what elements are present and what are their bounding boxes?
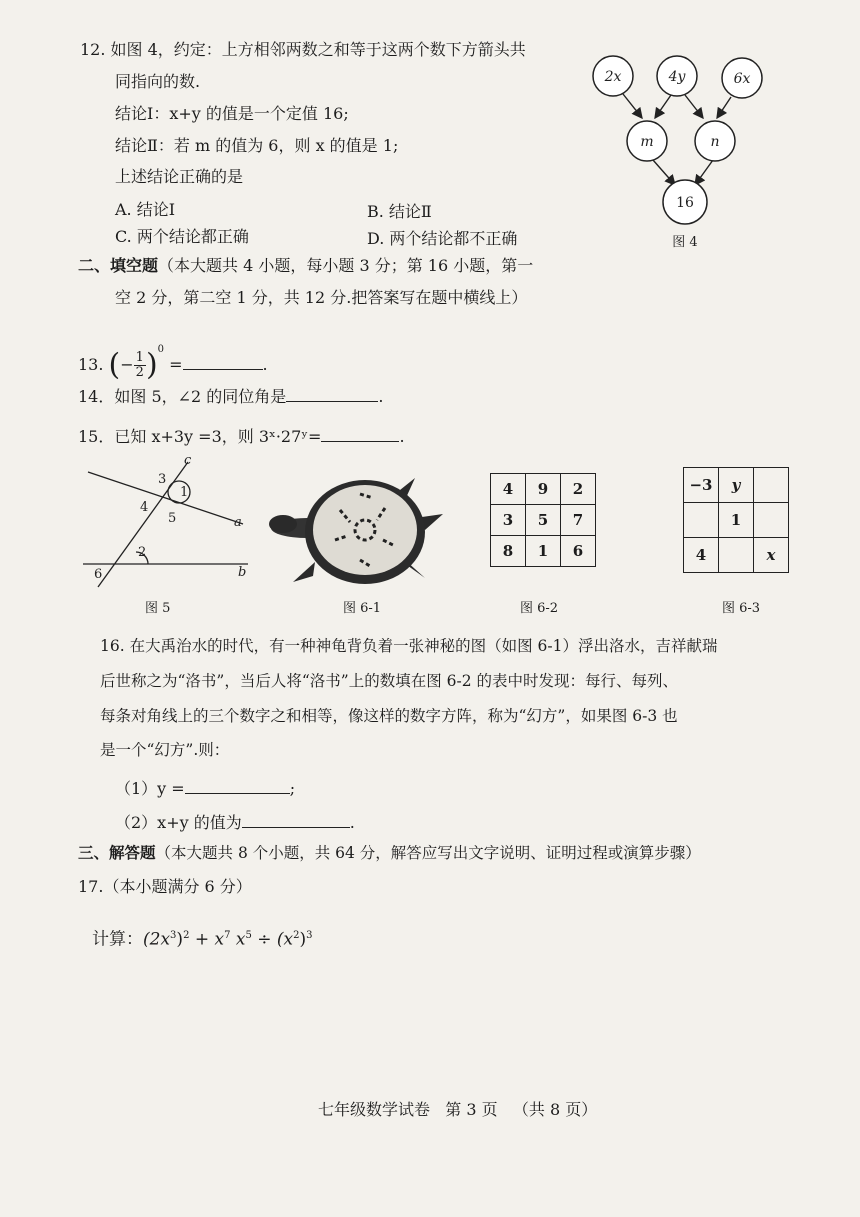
section2-desc1: （本大题共 4 小题，每小题 3 分；第 16 小题，第一 bbox=[158, 256, 534, 275]
q13-answer-blank[interactable] bbox=[183, 353, 263, 370]
node-n-label: n bbox=[710, 134, 720, 150]
node-16-label: 16 bbox=[676, 195, 694, 211]
q13-exponent: 0 bbox=[157, 344, 165, 355]
label-3: 3 bbox=[158, 472, 167, 487]
q16-sub2-end: . bbox=[349, 813, 355, 832]
cell: 4 bbox=[491, 474, 526, 505]
q16-xy-answer-blank[interactable] bbox=[242, 811, 350, 828]
q12-question: 上述结论正确的是 bbox=[115, 167, 244, 186]
label-4: 4 bbox=[140, 500, 149, 515]
q13-denominator: 2 bbox=[135, 365, 144, 380]
q12-option-c: C. 两个结论都正确 bbox=[115, 227, 249, 246]
cell: 1 bbox=[719, 503, 754, 538]
cell: 5 bbox=[526, 505, 561, 536]
cell: −3 bbox=[684, 468, 719, 503]
magic-square-6-2 bbox=[490, 473, 596, 567]
cell bbox=[754, 468, 789, 503]
q16-sub2-text: （2）x+y 的值为 bbox=[115, 813, 242, 832]
q14 bbox=[78, 385, 383, 407]
cell bbox=[719, 538, 754, 573]
q12-conclusion2: 结论Ⅱ：若 m 的值为 6，则 x 的值是 1; bbox=[115, 136, 399, 155]
q13-equals: = bbox=[169, 355, 183, 374]
q13-minus: − bbox=[120, 355, 134, 374]
magic-square-6-3 bbox=[683, 467, 789, 573]
q13-fraction bbox=[134, 351, 146, 380]
q16-sub1-text: （1）y = bbox=[115, 779, 185, 798]
label-1: 1 bbox=[180, 485, 189, 500]
cell: 7 bbox=[561, 505, 596, 536]
label-5: 5 bbox=[168, 511, 177, 526]
q14-answer-blank[interactable] bbox=[286, 385, 378, 402]
q16-sub2 bbox=[115, 811, 355, 833]
section2-heading bbox=[78, 256, 533, 276]
section2-title: 二、填空题 bbox=[78, 256, 159, 275]
q17-label: 计算： bbox=[92, 929, 143, 950]
q17-expr-f-sup: 3 bbox=[306, 930, 313, 941]
cell bbox=[754, 503, 789, 538]
q15 bbox=[78, 425, 405, 447]
q16-line2: 后世称之为“洛书”，当后人将“洛书”上的数填在图 6-2 的表中时发现：每行、每列、 bbox=[100, 672, 679, 690]
figure61-caption: 图 6-1 bbox=[343, 601, 382, 616]
q17-expr-c-sup: 7 bbox=[224, 930, 231, 941]
node-6x-label: 6x bbox=[733, 71, 751, 87]
q12-option-d: D. 两个结论都不正确 bbox=[367, 229, 518, 248]
cell: 3 bbox=[491, 505, 526, 536]
q17-expr-c: + x bbox=[189, 929, 225, 950]
q12-option-b: B. 结论Ⅱ bbox=[367, 202, 432, 221]
q12-option-a: A. 结论Ⅰ bbox=[115, 200, 176, 219]
q13-end: . bbox=[262, 355, 268, 374]
q17-expr-d-sup: 5 bbox=[245, 930, 252, 941]
q13-number: 13. bbox=[78, 355, 104, 374]
figure63-caption: 图 6-3 bbox=[722, 601, 761, 616]
cell bbox=[684, 503, 719, 538]
cell: 1 bbox=[526, 536, 561, 567]
turtle-image bbox=[265, 470, 450, 590]
q12-line2: 同指向的数. bbox=[115, 72, 201, 91]
q16-sub1-end: ; bbox=[289, 779, 296, 798]
cell: x bbox=[754, 538, 789, 573]
figure62-caption: 图 6-2 bbox=[520, 601, 559, 616]
cell: 2 bbox=[561, 474, 596, 505]
q16-sub1 bbox=[115, 777, 295, 799]
q16-line3: 每条对角线上的三个数字之和相等，像这样的数字方阵，称为“幻方”，如果图 6-3 也 bbox=[100, 707, 678, 725]
figure5-diagram bbox=[78, 452, 258, 592]
q15-end: . bbox=[399, 427, 405, 446]
section3-title: 三、解答题 bbox=[78, 843, 156, 862]
q17-expr-b: ) bbox=[176, 929, 184, 950]
node-4y-label: 4y bbox=[668, 69, 686, 85]
label-a: a bbox=[234, 515, 242, 530]
cell: 4 bbox=[684, 538, 719, 573]
label-c: c bbox=[184, 453, 192, 468]
label-2: 2 bbox=[138, 545, 147, 560]
q12-conclusion1: 结论Ⅰ：x+y 的值是一个定值 16; bbox=[115, 104, 349, 123]
q15-answer-blank[interactable] bbox=[321, 425, 399, 442]
q13: 13. (− $\frac{1}{2}$ )$^0$ = . bbox=[78, 344, 268, 383]
q16-line1: 16. 在大禹治水的时代，有一种神龟背负着一张神秘的图（如图 6-1）浮出洛水，吉祥献瑞 bbox=[100, 637, 718, 655]
q14-end: . bbox=[378, 387, 384, 406]
label-6: 6 bbox=[94, 567, 103, 582]
figure4-caption: 图 4 bbox=[672, 235, 698, 250]
q17-expr-e: ÷ (x bbox=[251, 929, 294, 950]
q15-text: 15．已知 x+3y =3，则 3ˣ·27ʸ= bbox=[78, 427, 322, 446]
section2-desc2: 空 2 分，第二空 1 分，共 12 分.把答案写在题中横线上） bbox=[115, 288, 528, 307]
q14-text: 14．如图 5，∠2 的同位角是 bbox=[78, 387, 287, 406]
q16-y-answer-blank[interactable] bbox=[185, 777, 290, 794]
cell: 8 bbox=[491, 536, 526, 567]
q17-title: 17.（本小题满分 6 分） bbox=[78, 877, 252, 896]
cell: 9 bbox=[526, 474, 561, 505]
q17-expr-e-sup: 2 bbox=[293, 930, 300, 941]
figure5-caption: 图 5 bbox=[145, 601, 171, 616]
q12-line1: 12. 如图 4，约定：上方相邻两数之和等于这两个数下方箭头共 bbox=[80, 40, 526, 59]
figure4-diagram bbox=[585, 50, 775, 260]
q17-expr-f: ) bbox=[299, 929, 307, 950]
node-m-label: m bbox=[640, 134, 654, 150]
cell: y bbox=[719, 468, 754, 503]
q16-line4: 是一个“幻方”.则： bbox=[100, 741, 230, 759]
cell: 6 bbox=[561, 536, 596, 567]
page-footer: 七年级数学试卷 第 3 页 （共 8 页） bbox=[318, 1100, 598, 1119]
section3-desc: （本大题共 8 个小题，共 64 分，解答应写出文字说明、证明过程或演算步骤） bbox=[155, 844, 701, 862]
section3-heading bbox=[78, 843, 701, 863]
q17-expr-d: x bbox=[230, 929, 246, 950]
q17-expression bbox=[92, 922, 313, 954]
node-2x-label: 2x bbox=[604, 69, 622, 85]
q17-expr-b-sup: 2 bbox=[183, 930, 190, 941]
label-b: b bbox=[238, 565, 247, 580]
q17-expr-a: (2x bbox=[143, 929, 171, 950]
q13-numerator: 1 bbox=[135, 350, 144, 365]
q17-expr-a-sup: 3 bbox=[170, 930, 177, 941]
